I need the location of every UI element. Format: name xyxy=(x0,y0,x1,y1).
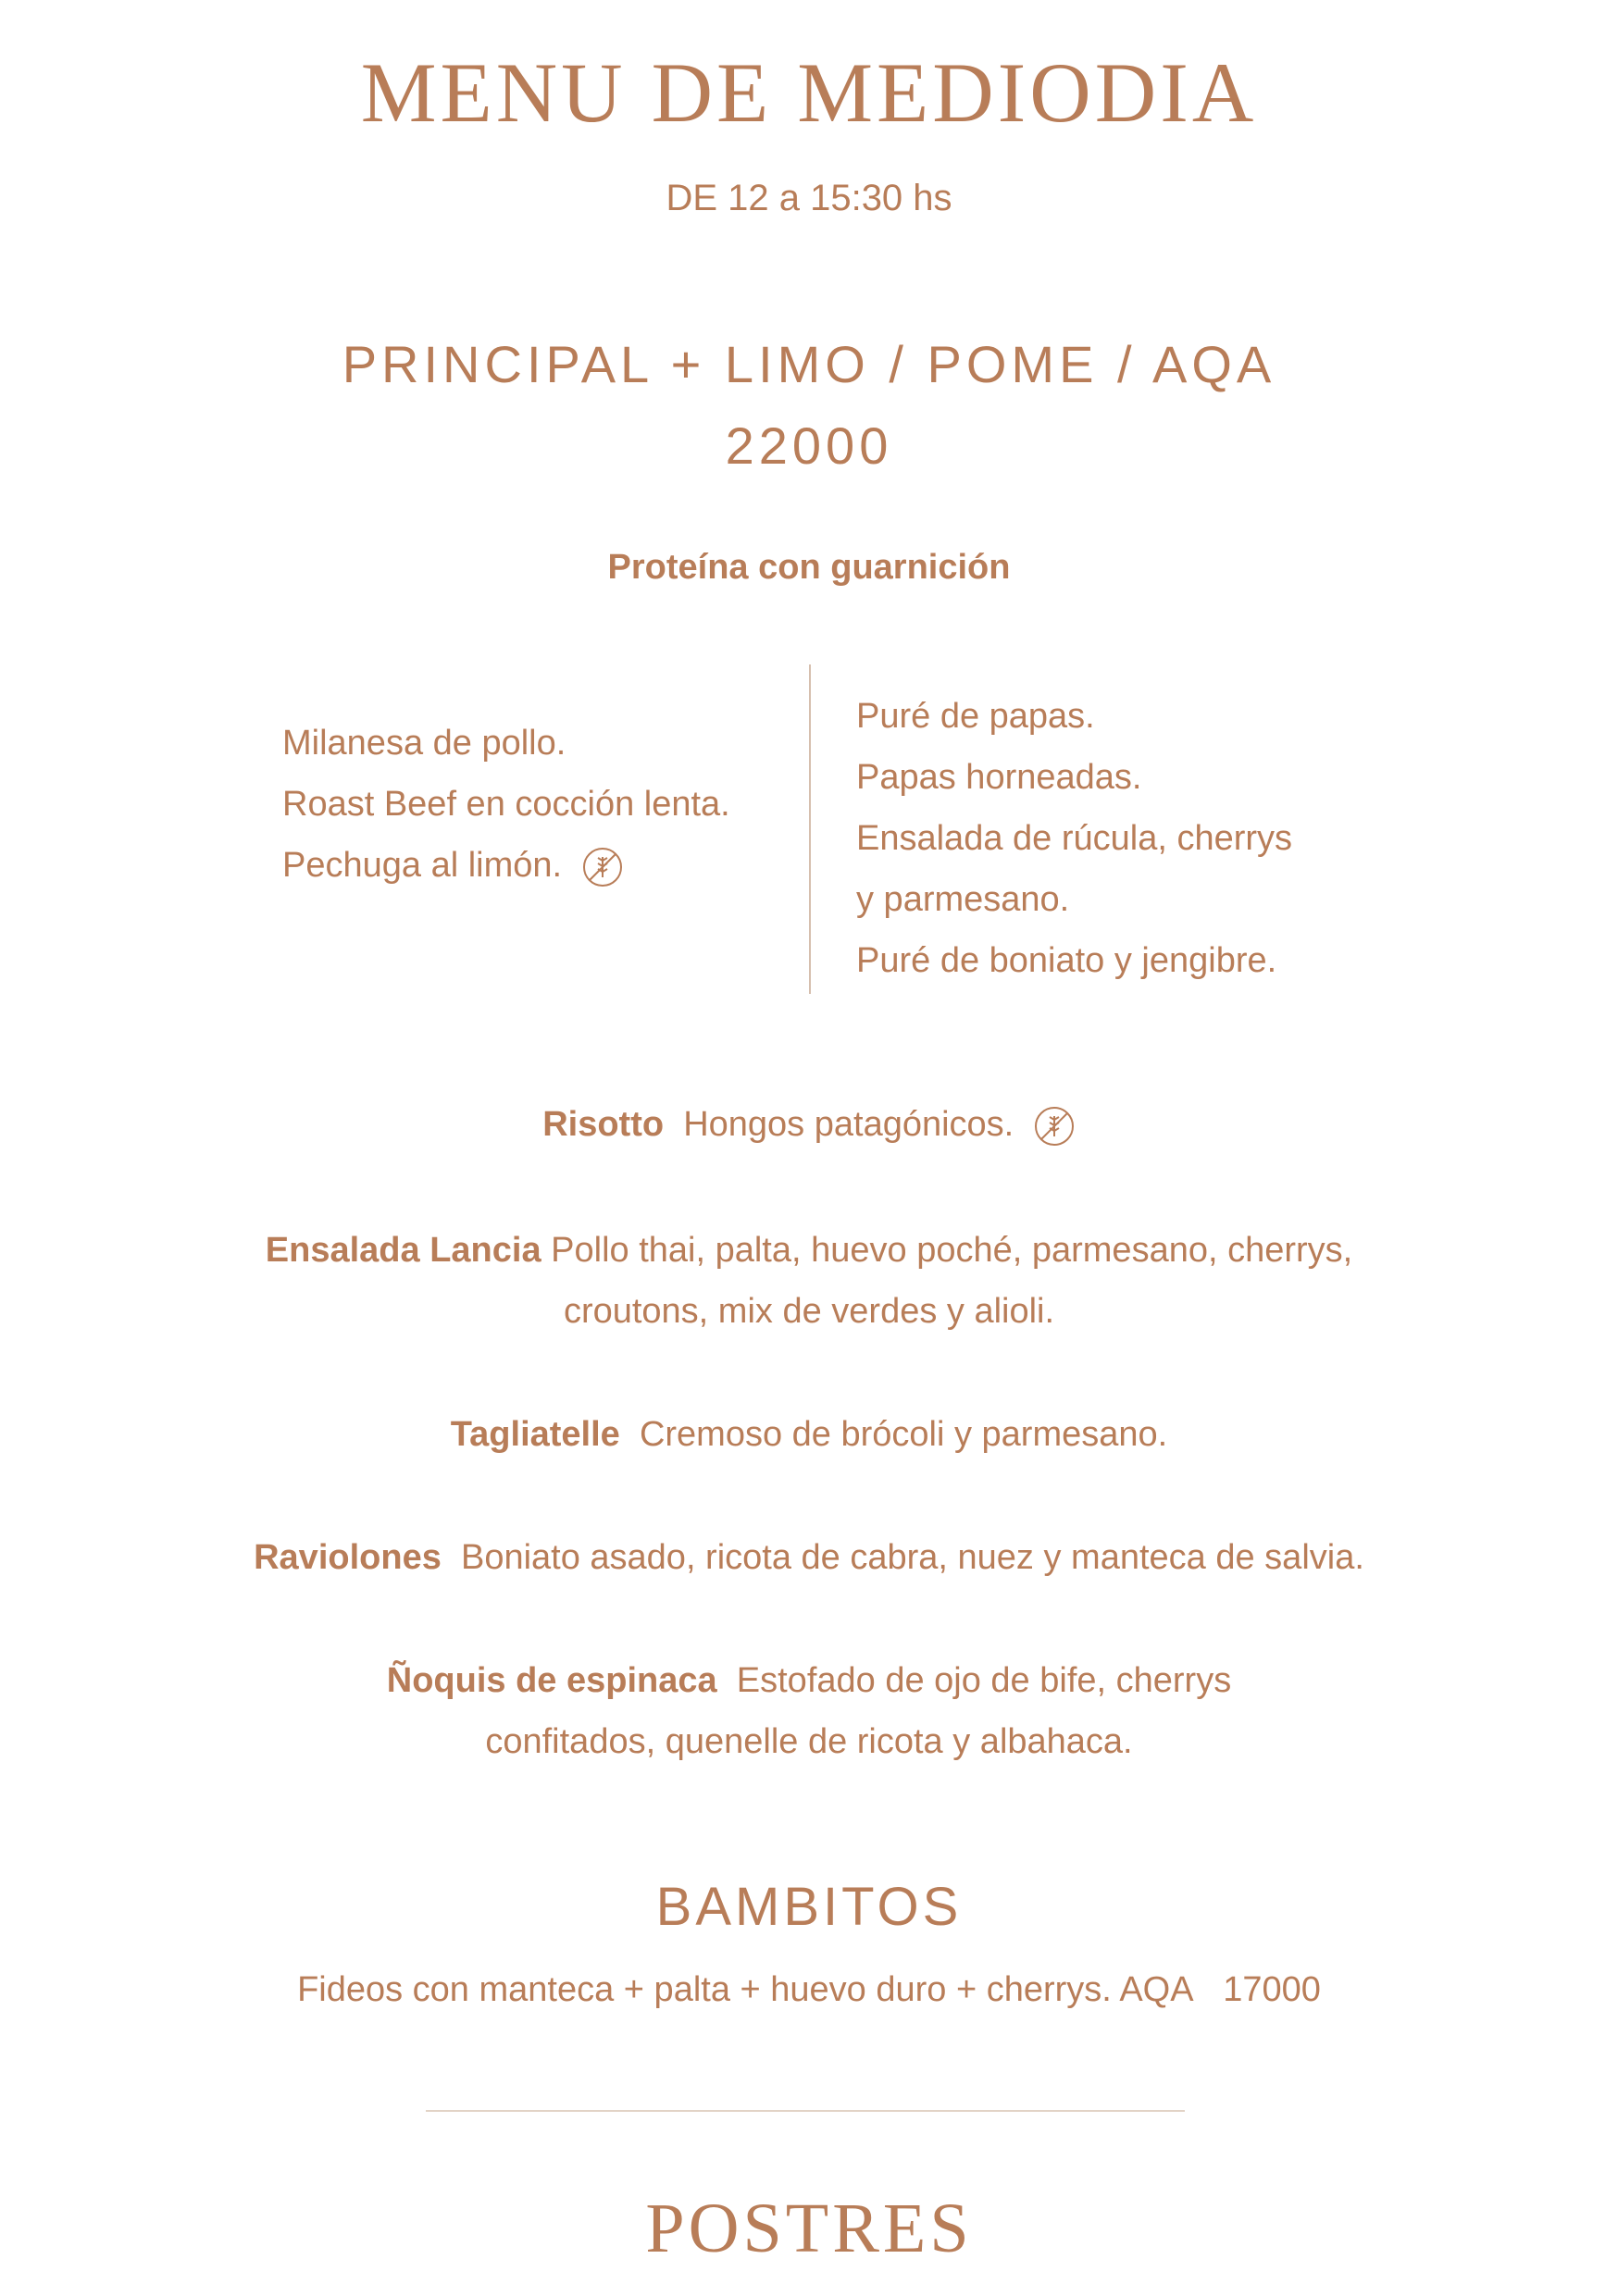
combo-price: 22000 xyxy=(725,416,893,475)
protein-item: Milanesa de pollo. xyxy=(282,724,566,763)
combo-offer xyxy=(0,324,1618,487)
protein-item: Roast Beef en cocción lenta. xyxy=(282,785,730,824)
dish-name: Ensalada Lancia xyxy=(265,1231,541,1270)
gluten-free-icon xyxy=(1033,1105,1076,1148)
dish-noquis xyxy=(0,1650,1618,1772)
dish-description: Estofado de ojo de bife, cherrys xyxy=(736,1661,1232,1700)
side-list xyxy=(856,686,1292,991)
bambitos-title: BAMBITOS xyxy=(655,1877,963,1937)
protein-heading: Proteína con guarnición xyxy=(607,548,1011,587)
service-hours: DE 12 a 15:30 hs xyxy=(666,178,952,218)
dish-tagliatelle xyxy=(0,1404,1618,1465)
dish-ensalada-lancia xyxy=(0,1220,1618,1342)
side-item: y parmesano. xyxy=(856,880,1070,919)
page-title: MENU DE MEDIODIA xyxy=(360,45,1258,140)
dish-raviolones xyxy=(0,1527,1618,1588)
protein-item-label: Pechuga al limón. xyxy=(282,846,563,885)
dish-description: Pollo thai, palta, huevo poché, parmesano, cherrys, xyxy=(551,1231,1353,1270)
dish-risotto xyxy=(0,1094,1618,1155)
protein-list xyxy=(282,713,730,896)
bambitos-price: 17000 xyxy=(1223,1970,1321,2009)
column-divider xyxy=(809,664,811,994)
side-item: Papas horneadas. xyxy=(856,758,1142,797)
side-item: Puré de papas. xyxy=(856,697,1095,736)
dish-description-cont: confitados, quenelle de ricota y albahaca. xyxy=(485,1722,1133,1761)
dish-name: Raviolones xyxy=(254,1538,442,1577)
combo-description: PRINCIPAL + LIMO / POME / AQA xyxy=(342,335,1276,393)
postres-title: POSTRES xyxy=(645,2190,973,2267)
dish-description: Cremoso de brócoli y parmesano. xyxy=(639,1415,1168,1454)
dish-description-cont: croutons, mix de verdes y alioli. xyxy=(563,1292,1055,1331)
dish-description: Hongos patagónicos. xyxy=(683,1105,1014,1144)
side-item: Puré de boniato y jengibre. xyxy=(856,941,1277,980)
dish-name: Risotto xyxy=(542,1105,665,1144)
gluten-free-icon xyxy=(581,846,624,888)
side-item: Ensalada de rúcula, cherrys xyxy=(856,819,1293,858)
bambitos-offer xyxy=(0,1962,1618,2017)
dish-description: Boniato asado, ricota de cabra, nuez y manteca de salvia. xyxy=(460,1538,1364,1577)
section-divider xyxy=(426,2110,1185,2112)
protein-item xyxy=(282,835,730,896)
bambitos-description: Fideos con manteca + palta + huevo duro + cherrys. AQA xyxy=(297,1970,1194,2009)
dish-name: Tagliatelle xyxy=(450,1415,620,1454)
dish-name: Ñoquis de espinaca xyxy=(386,1661,717,1700)
